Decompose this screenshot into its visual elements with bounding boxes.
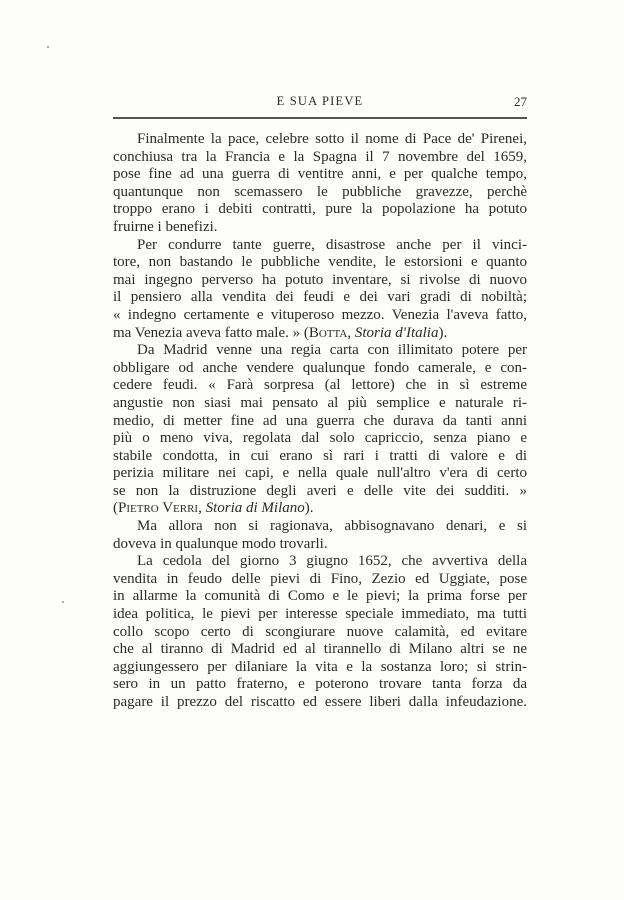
running-title: E SUA PIEVE (276, 94, 364, 108)
text-run: Ma allora non si ragionava, abbisognavano denari, e si (137, 518, 527, 535)
text-run: ( (113, 500, 118, 517)
text-run: « indegno certamente e vituperoso mezzo. Venezia l'aveva fatto, (113, 306, 527, 323)
text-run: Da Madrid venne una regia carta con illimitato potere per (137, 342, 527, 359)
text-line (113, 518, 527, 536)
text-line (113, 588, 527, 606)
text-run: stabile condotta, in cui erano sì rari i tratti di valore e di (113, 447, 527, 464)
text-run: collo scopo certo di scongiurare nuove calamità, ed evitare (113, 623, 527, 640)
text-line (113, 342, 527, 360)
text-run: obbligare od anche vendere qualunque fondo camerale, e con- (113, 359, 527, 376)
italic-title: Storia d'Italia (354, 324, 439, 341)
text-line (113, 553, 527, 571)
text-run: pose fine ad una guerra di ventitre anni, e per qualche tempo, (113, 166, 527, 183)
text-line (113, 536, 527, 554)
text-line (113, 676, 527, 694)
text-run: in allarme la comunità di Como e le pievi; la prima forse per (113, 588, 527, 605)
text-run: ma Venezia aveva fatto male. » ( (113, 324, 309, 341)
text-run: idea politica, le pievi per interesse speciale immediato, ma tutti (113, 606, 527, 623)
text-run: perizia militare nei capi, e nella quale null'altro v'era di certo (113, 465, 527, 482)
author-name: Pietro Verri (118, 500, 199, 517)
text-run: , (198, 500, 206, 517)
text-run: aggiungessero per dilaniare la vita e la sostanza loro; si strin- (113, 658, 527, 675)
text-run: ). (438, 324, 448, 341)
text-line (113, 201, 527, 219)
header-rule (113, 117, 527, 119)
text-line (113, 184, 527, 202)
text-run: quantunque non scemassero le pubbliche gravezze, perchè (113, 183, 527, 200)
text-run: ). (304, 500, 314, 517)
running-header (113, 94, 527, 112)
text-line (113, 307, 527, 325)
text-line (113, 254, 527, 272)
text-line (113, 606, 527, 624)
text-run: mai ingegno perverso ha potuto inventare, si rivolse di nuovo (113, 271, 527, 288)
text-line (113, 325, 527, 343)
scan-speck (62, 601, 64, 603)
text-line (113, 237, 527, 255)
text-run: medio, di metter fine ad una guerra che durava da tanti anni (113, 412, 527, 429)
text-run: cedere feudi. « Farà sorpresa (al lettore) che in sì estreme (113, 377, 527, 394)
text-line (113, 166, 527, 184)
text-run: sero in un patto fraterno, e poterono trovare tanta forza da (113, 676, 527, 693)
page-number: 27 (514, 94, 527, 109)
text-run: il pensiero alla vendita dei feudi e dei vari gradi di nobiltà; (113, 289, 527, 306)
text-line (113, 289, 527, 307)
text-run: troppo erano i debiti contratti, pure la popolazione ha potuto (113, 201, 527, 218)
text-run: che al tiranno di Madrid ed al tirannello di Milano altri se ne (113, 641, 527, 658)
text-run: , (347, 324, 355, 341)
text-line (113, 659, 527, 677)
text-line (113, 641, 527, 659)
text-line (113, 624, 527, 642)
text-line (113, 272, 527, 290)
text-run: vendita in feudo delle pievi di Fino, Zezio ed Uggiate, pose (113, 570, 527, 587)
text-line (113, 131, 527, 149)
text-line (113, 149, 527, 167)
author-name: Botta (308, 324, 348, 341)
text-run: doveva in qualunque modo trovarli. (113, 535, 328, 552)
text-line (113, 219, 527, 237)
text-line (113, 483, 527, 501)
text-line (113, 377, 527, 395)
text-run: conchiusa tra la Francia e la Spagna il 7 novembre del 1659, (113, 148, 527, 165)
text-run: più o meno viva, regolata dal solo capriccio, senza piano e (113, 430, 527, 447)
text-line (113, 465, 527, 483)
text-line (113, 694, 527, 712)
body-text (113, 131, 527, 712)
text-run: pagare il prezzo del riscatto ed essere liberi dalla infeudazione. (113, 694, 527, 710)
text-run: se non la distruzione degli averi e delle vite dei sudditi. » (113, 482, 527, 499)
text-line (113, 360, 527, 378)
text-run: angustie non siasi mai pensato al più semplice e naturale ri- (113, 394, 527, 411)
scan-speck (47, 46, 49, 48)
text-run: La cedola del giorno 3 giugno 1652, che avvertiva della (137, 553, 527, 570)
text-line (113, 430, 527, 448)
text-line (113, 571, 527, 589)
text-run: Per condurre tante guerre, disastrose anche per il vinci- (137, 236, 527, 253)
text-line (113, 413, 527, 431)
text-run: tore, non bastando le pubbliche vendite, le estorsioni e quanto (113, 254, 527, 271)
text-line (113, 395, 527, 413)
italic-title: Storia di Milano (205, 500, 305, 517)
text-run: fruirne i benefizi. (113, 218, 218, 235)
text-run: Finalmente la pace, celebre sotto il nome di Pace de' Pirenei, (137, 131, 527, 147)
text-line (113, 500, 527, 518)
text-line (113, 448, 527, 466)
